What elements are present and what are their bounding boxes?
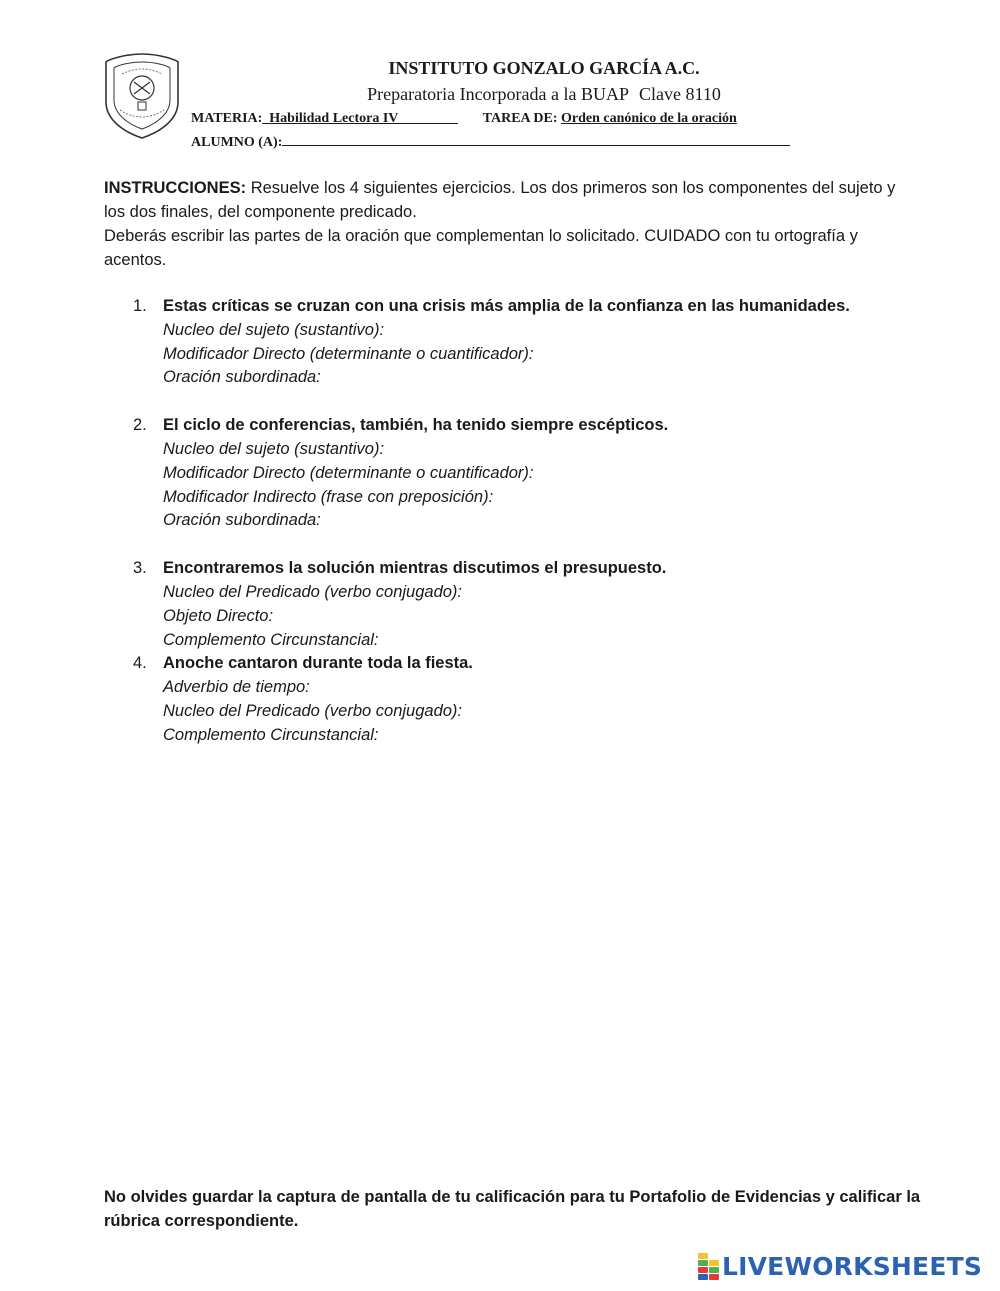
exercise-field[interactable]: Modificador Indirecto (frase con preposición): [163,487,494,506]
liveworksheets-blocks-icon [698,1253,720,1281]
subject-line [191,111,737,127]
tarea-label: TAREA DE: [482,111,558,126]
exercise-item [104,557,904,652]
brand-name: LIVEWORKSHEETS [722,1252,983,1281]
exercise-number: 2. [133,416,147,435]
exercise-field[interactable]: Complemento Circunstancial: [163,630,379,649]
exercise-field[interactable]: Oración subordinada: [163,511,321,530]
clave-text: Clave 8110 [639,84,721,104]
institution-title: INSTITUTO GONZALO GARCÍA A.C. [388,58,700,78]
instructions-paragraph-2: Deberás escribir las partes de la oración que complementan lo solicitado. CUIDADO con tu ortografía y acentos. [104,227,858,269]
student-name-blank-2[interactable] [670,133,790,146]
exercise-field[interactable]: Modificador Directo (determinante o cuantificador): [163,463,534,482]
exercise-field[interactable]: Nucleo del Predicado (verbo conjugado): [163,701,463,720]
materia-label: MATERIA: [191,111,263,126]
exercise-sentence: Anoche cantaron durante toda la fiesta. [163,654,473,673]
exercise-item [104,652,904,747]
exercise-field[interactable]: Nucleo del sujeto (sustantivo): [163,439,385,458]
instructions-paragraph-1 [104,176,904,224]
exercise-number: 4. [133,654,147,673]
exercise-field[interactable]: Modificador Directo (determinante o cuantificador): [163,344,534,363]
brand-logo[interactable] [698,1252,982,1288]
instructions-block [104,176,904,272]
alumno-label: ALUMNO (A): [191,135,283,150]
materia-value: Habilidad Lectora IV [269,111,399,126]
exercise-field[interactable]: Adverbio de tiempo: [163,678,310,697]
exercise-sentence: El ciclo de conferencias, también, ha tenido siempre escépticos. [163,416,669,435]
exercise-sentence: Estas críticas se cruzan con una crisis más amplia de la confianza en las humanidades. [163,297,850,315]
exercise-field[interactable]: Oración subordinada: [163,368,321,387]
exercise-number: 1. [133,297,147,315]
exercise-sentence: Encontraremos la solución mientras discutimos el presupuesto. [163,559,667,578]
exercise-field[interactable]: Objeto Directo: [163,606,274,625]
exercise-item [104,295,904,390]
exercise-list [104,295,904,748]
exercise-field[interactable]: Complemento Circunstancial: [163,725,379,744]
footer-note: No olvides guardar la captura de pantalla de tu calificación para tu Portafolio de Evidencias y calificar la rúbrica correspondiente. [104,1188,921,1230]
tarea-value: Orden canónico de la oración [560,111,737,126]
student-name-blank[interactable] [282,133,670,146]
exercise-number: 3. [133,559,147,578]
instructions-label: INSTRUCCIONES: [104,179,247,197]
student-line [191,133,790,151]
exercise-field[interactable]: Nucleo del sujeto (sustantivo): [163,320,385,339]
institution-subtitle [0,84,1000,105]
instructions-text-1: Resuelve los 4 siguientes ejercicios. Los dos primeros son los componentes del sujeto y los dos finales, del componente predicado. [104,179,896,221]
exercise-item [104,414,904,533]
exercise-field[interactable]: Nucleo del Predicado (verbo conjugado): [163,582,463,601]
subtitle-text: Preparatoria Incorporada a la BUAP [367,84,630,104]
